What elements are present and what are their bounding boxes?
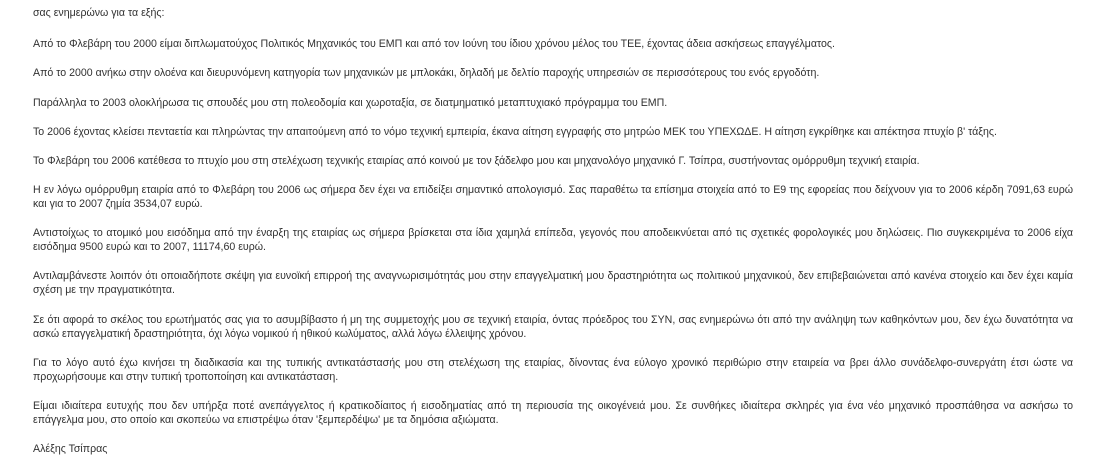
paragraph-no-influence: Αντιλαμβάνεστε λοιπόν ότι οποιαδήποτε σκέψη για ευνοϊκή επιρροή της αναγνωρισιμότητάς μου στην επαγγελματική μου δραστηριότητα ως πολιτικού μηχανικού, δεν επιβεβαιώνεται από κανένα στοιχείο και δεν έχει καμία σχέση με την πραγματικότητα. [33,270,1073,296]
paragraph-personal-income: Αντιστοίχως το ατομικό μου εισόδημα από την έναρξη της εταιρίας ως σήμερα βρίσκεται στα ίδια χαμηλά επίπεδα, γεγονός που αποδεικνύεται από τις σχετικές φορολογικές μου δηλώσεις. Πιο συγκεκριμένα το 2006 είχα εισόδημα 9500 ευρώ και το 2007, 11174,60 ευρώ. [33,227,1073,253]
paragraph-mek-registry: Το 2006 έχοντας κλείσει πενταετία και πληρώντας την απαιτούμενη από το νόμο τεχνική εμπειρία, έκανα αίτηση εγγραφής στο μητρώο ΜΕΚ του ΥΠΕΧΩΔΕ. Η αίτηση εγκρίθηκε και απέκτησα πτυχίο β' τάξης. [33,126,997,138]
paragraph-company-results: Η εν λόγω ομόρρυθμη εταιρία από το Φλεβάρη του 2006 ως σήμερα δεν έχει να επιδείξει σημαντικό απολογισμό. Σας παραθέτω τα επίσημα στοιχεία από το Ε9 της εφορείας που δείχνουν για το 2006 κέρδη 7091,63 ευρώ και για το 2007 ζημία 3534,07 ευρώ. [33,184,1073,210]
paragraph-replacement: Για το λόγο αυτό έχω κινήσει τη διαδικασία και της τυπικής αντικατάστασής μου στη στελέχωση της εταιρίας, δίνοντας ένα εύλογο χρονικό περιθώριο στην εταιρεία να βρει άλλο συνάδελφο-συνεργάτη έτσι ώστε να προχωρήσουμε και στην τυπική τροποποίηση και αντικατάσταση. [33,357,1073,383]
paragraph-diploma: Από το Φλεβάρη του 2000 είμαι διπλωματούχος Πολιτικός Μηχανικός του ΕΜΠ και από τον Ιούνη του ίδιου χρόνου μέλος του ΤΕΕ, έχοντας άδεια ασκήσεως επαγγέλματος. [33,38,835,50]
paragraph-company-founding: Το Φλεβάρη του 2006 κατέθεσα το πτυχίο μου στη στελέχωση τεχνικής εταιρίας από κοινού με τον ξάδελφο μου και μηχανολόγο μηχανικό Γ. Τσίπρα, συστήνοντας ομόρρυθμη τεχνική εταιρία. [33,155,920,167]
paragraph-incompatibility: Σε ότι αφορά το σκέλος του ερωτήματός σας για το ασυμβίβαστο ή μη της συμμετοχής μου σε τεχνική εταιρία, όντας πρόεδρος του ΣΥΝ, σας ενημερώνω ότι από την ανάληψη των καθηκόντων μου, δεν έχω δυνατότητα να ασκώ επαγγελματική δραστηριότητα, όχι λόγω νομικού ή ηθικού κωλύματος, αλλά λόγω έλλειψης χρόνου. [33,314,1073,340]
paragraph-postgraduate: Παράλληλα το 2003 ολοκλήρωσα τις σπουδές μου στη πολεοδομία και χωροταξία, σε διατμηματικό μεταπτυχιακό πρόγραμμα του ΕΜΠ. [33,97,668,109]
paragraph-closing: Είμαι ιδιαίτερα ευτυχής που δεν υπήρξα ποτέ ανεπάγγελτος ή κρατικοδίαιτος ή εισοδηματίας από τη περιουσία της οικογένειά μου. Σε συνθήκες ιδιαίτερα σκληρές για ένα νέο μηχανικό προσπάθησα να ασκήσω το επάγγελμα μου, στο οποίο και σκοπεύω να επιστρέψω όταν 'ξεμπερδέψω' με τα δημόσια αξιώματα. [33,400,1073,426]
greeting-line: σας ενημερώνω για τα εξής: [33,7,165,19]
paragraph-freelance: Από το 2000 ανήκω στην ολοένα και διευρυνόμενη κατηγορία των μηχανικών με μπλοκάκι, δηλαδή με δελτίο παροχής υπηρεσιών σε περισσότερους του ενός εργοδότη. [33,67,820,79]
signature-name: Αλέξης Τσίπρας [33,443,108,455]
